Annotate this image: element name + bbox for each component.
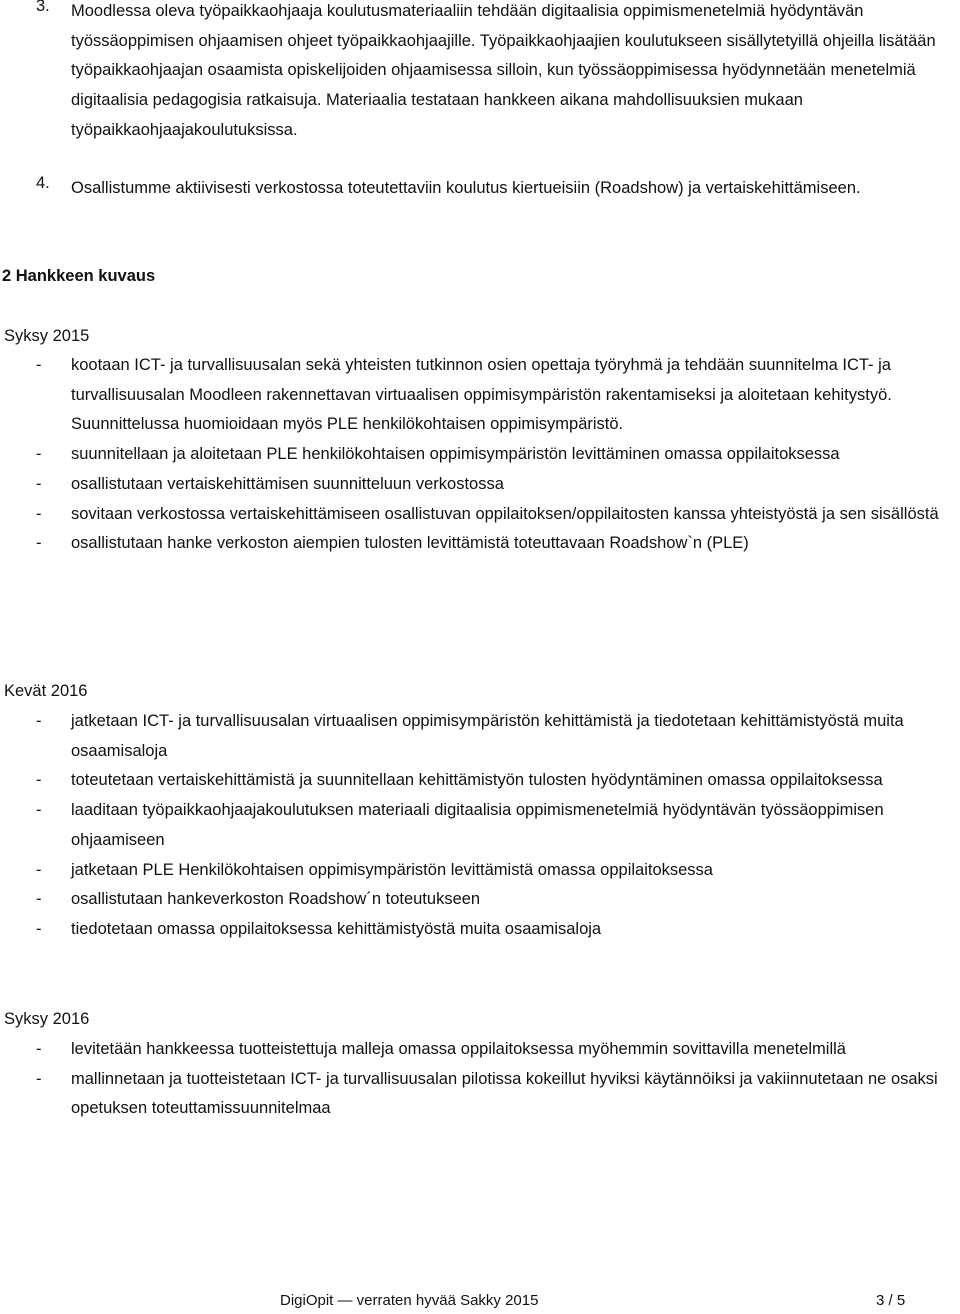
- bullet-list-syksy-2015: [0, 351, 960, 559]
- dash-marker: -: [36, 801, 42, 820]
- dash-marker: -: [36, 1040, 42, 1058]
- season-title-syksy-2016: Syksy 2016: [4, 1010, 90, 1028]
- footer-page-number: 3 / 5: [876, 1292, 906, 1309]
- section-heading: 2 Hankkeen kuvaus: [2, 267, 156, 285]
- dash-marker: -: [36, 860, 42, 879]
- list-item-text: tiedotetaan omassa oppilaitoksessa kehittämistyöstä muita osaamisaloja: [71, 919, 602, 938]
- list-item-text: osallistutaan vertaiskehittämisen suunnitteluun verkostossa: [71, 474, 504, 493]
- list-item-text: sovitaan verkostossa vertaiskehittämiseen osallistuvan oppilaitoksen/oppilaitosten kanssa yhteistyöstä ja sen sisällöstä: [71, 504, 939, 523]
- dash-marker: -: [36, 445, 42, 464]
- list-item-text: suunnitellaan ja aloitetaan PLE henkilökohtaisen oppimisympäristön levittäminen omassa oppilaitoksessa: [71, 445, 840, 464]
- dash-marker: -: [36, 919, 42, 938]
- dash-marker: -: [36, 356, 42, 374]
- dash-marker: -: [36, 1069, 42, 1088]
- dash-marker: -: [36, 474, 42, 493]
- list-item-text: levitetään hankkeessa tuotteistettuja malleja omassa oppilaitoksessa myöhemmin sovittavilla menetelmillä: [71, 1040, 846, 1058]
- list-item: [0, 1035, 960, 1065]
- list-item: [0, 915, 960, 945]
- item-text: Osallistumme aktiivisesti verkostossa toteutettaviin koulutus kiertueisiin (Roadshow) ja vertaiskehittämiseen.: [71, 179, 861, 197]
- list-item-text: laaditaan työpaikkaohjaajakoulutuksen materiaali digitaalisia oppimismenetelmiä hyödyntävän työssäoppimisen ohjaamiseen: [71, 801, 884, 849]
- list-item: [0, 529, 960, 559]
- list-item-text: mallinnetaan ja tuotteistetaan ICT- ja turvallisuusalan pilotissa kokeillut hyviksi käytännöiksi ja vakiinnutetaan ne osaksi opetuksen toteuttamissuunnitelmaa: [71, 1069, 938, 1118]
- list-item: [0, 470, 960, 500]
- list-item-text: osallistutaan hanke verkoston aiempien tulosten levittämistä toteuttavaan Roadshow`n (PLE): [71, 534, 749, 553]
- list-item: [0, 351, 960, 440]
- list-item: [0, 707, 960, 766]
- dash-marker: -: [36, 712, 42, 730]
- list-item: [0, 885, 960, 915]
- item-number: 3.: [36, 0, 50, 15]
- list-item-text: toteutetaan vertaiskehittämistä ja suunnitellaan kehittämistyön tulosten hyödyntäminen omassa oppilaitoksessa: [71, 771, 883, 790]
- season-title-kevat-2016: Kevät 2016: [4, 682, 88, 700]
- item-text: Moodlessa oleva työpaikkaohjaaja koulutusmateriaaliin tehdään digitaalisia oppimismenetelmiä hyödyntävän työssäoppimisen ohjaamisen ohjeet työpaikkaohjaajille. Työpaikkaohjaajien koulutukseen sisällytetyillä ohjeilla lisätään työpaikkaohjaajan osaamista opiskelijoiden ohjaamisessa silloin, kun työssäoppimisessa hyödynnetään menetelmiä digitaalisia pedagogisia ratkaisuja. Materiaalia testataan hankkeen aikana mahdollisuuksien mukaan työpaikkaohjaajakoulutuksissa.: [71, 2, 936, 139]
- list-item: [0, 796, 960, 855]
- list-item-text: jatketaan PLE Henkilökohtaisen oppimisympäristön levittämistä omassa oppilaitoksessa: [71, 860, 713, 879]
- bullet-list-kevat-2016: [0, 707, 960, 945]
- list-item: [0, 1065, 960, 1124]
- list-item: [0, 766, 960, 796]
- list-item-text: osallistutaan hankeverkoston Roadshow´n toteutukseen: [71, 890, 481, 909]
- list-item: [0, 856, 960, 886]
- season-title-syksy-2015: Syksy 2015: [4, 327, 90, 345]
- dash-marker: -: [36, 534, 42, 553]
- bullet-list-syksy-2016: [0, 1035, 960, 1124]
- item-number: 4.: [36, 174, 50, 192]
- list-item-text: jatketaan ICT- ja turvallisuusalan virtuaalisen oppimisympäristön kehittämistä ja tiedotetaan kehittämistyöstä muita osaamisaloja: [71, 712, 904, 760]
- dash-marker: -: [36, 504, 42, 523]
- list-item-text: kootaan ICT- ja turvallisuusalan sekä yhteisten tutkinnon osien opettaja työryhmä ja tehdään suunnitelma ICT- ja turvallisuusalan Moodleen rakennettavan virtuaalisen oppimisympäristön rakentamiseksi ja aloitetaan kehitystyö. Suunnittelussa huomioidaan myös PLE henkilökohtaisen oppimisympäristö.: [71, 356, 892, 434]
- footer-document-title: DigiOpit — verraten hyvää Sakky 2015: [280, 1292, 539, 1309]
- dash-marker: -: [36, 890, 42, 909]
- dash-marker: -: [36, 771, 42, 790]
- list-item: [0, 440, 960, 470]
- list-item: [0, 500, 960, 530]
